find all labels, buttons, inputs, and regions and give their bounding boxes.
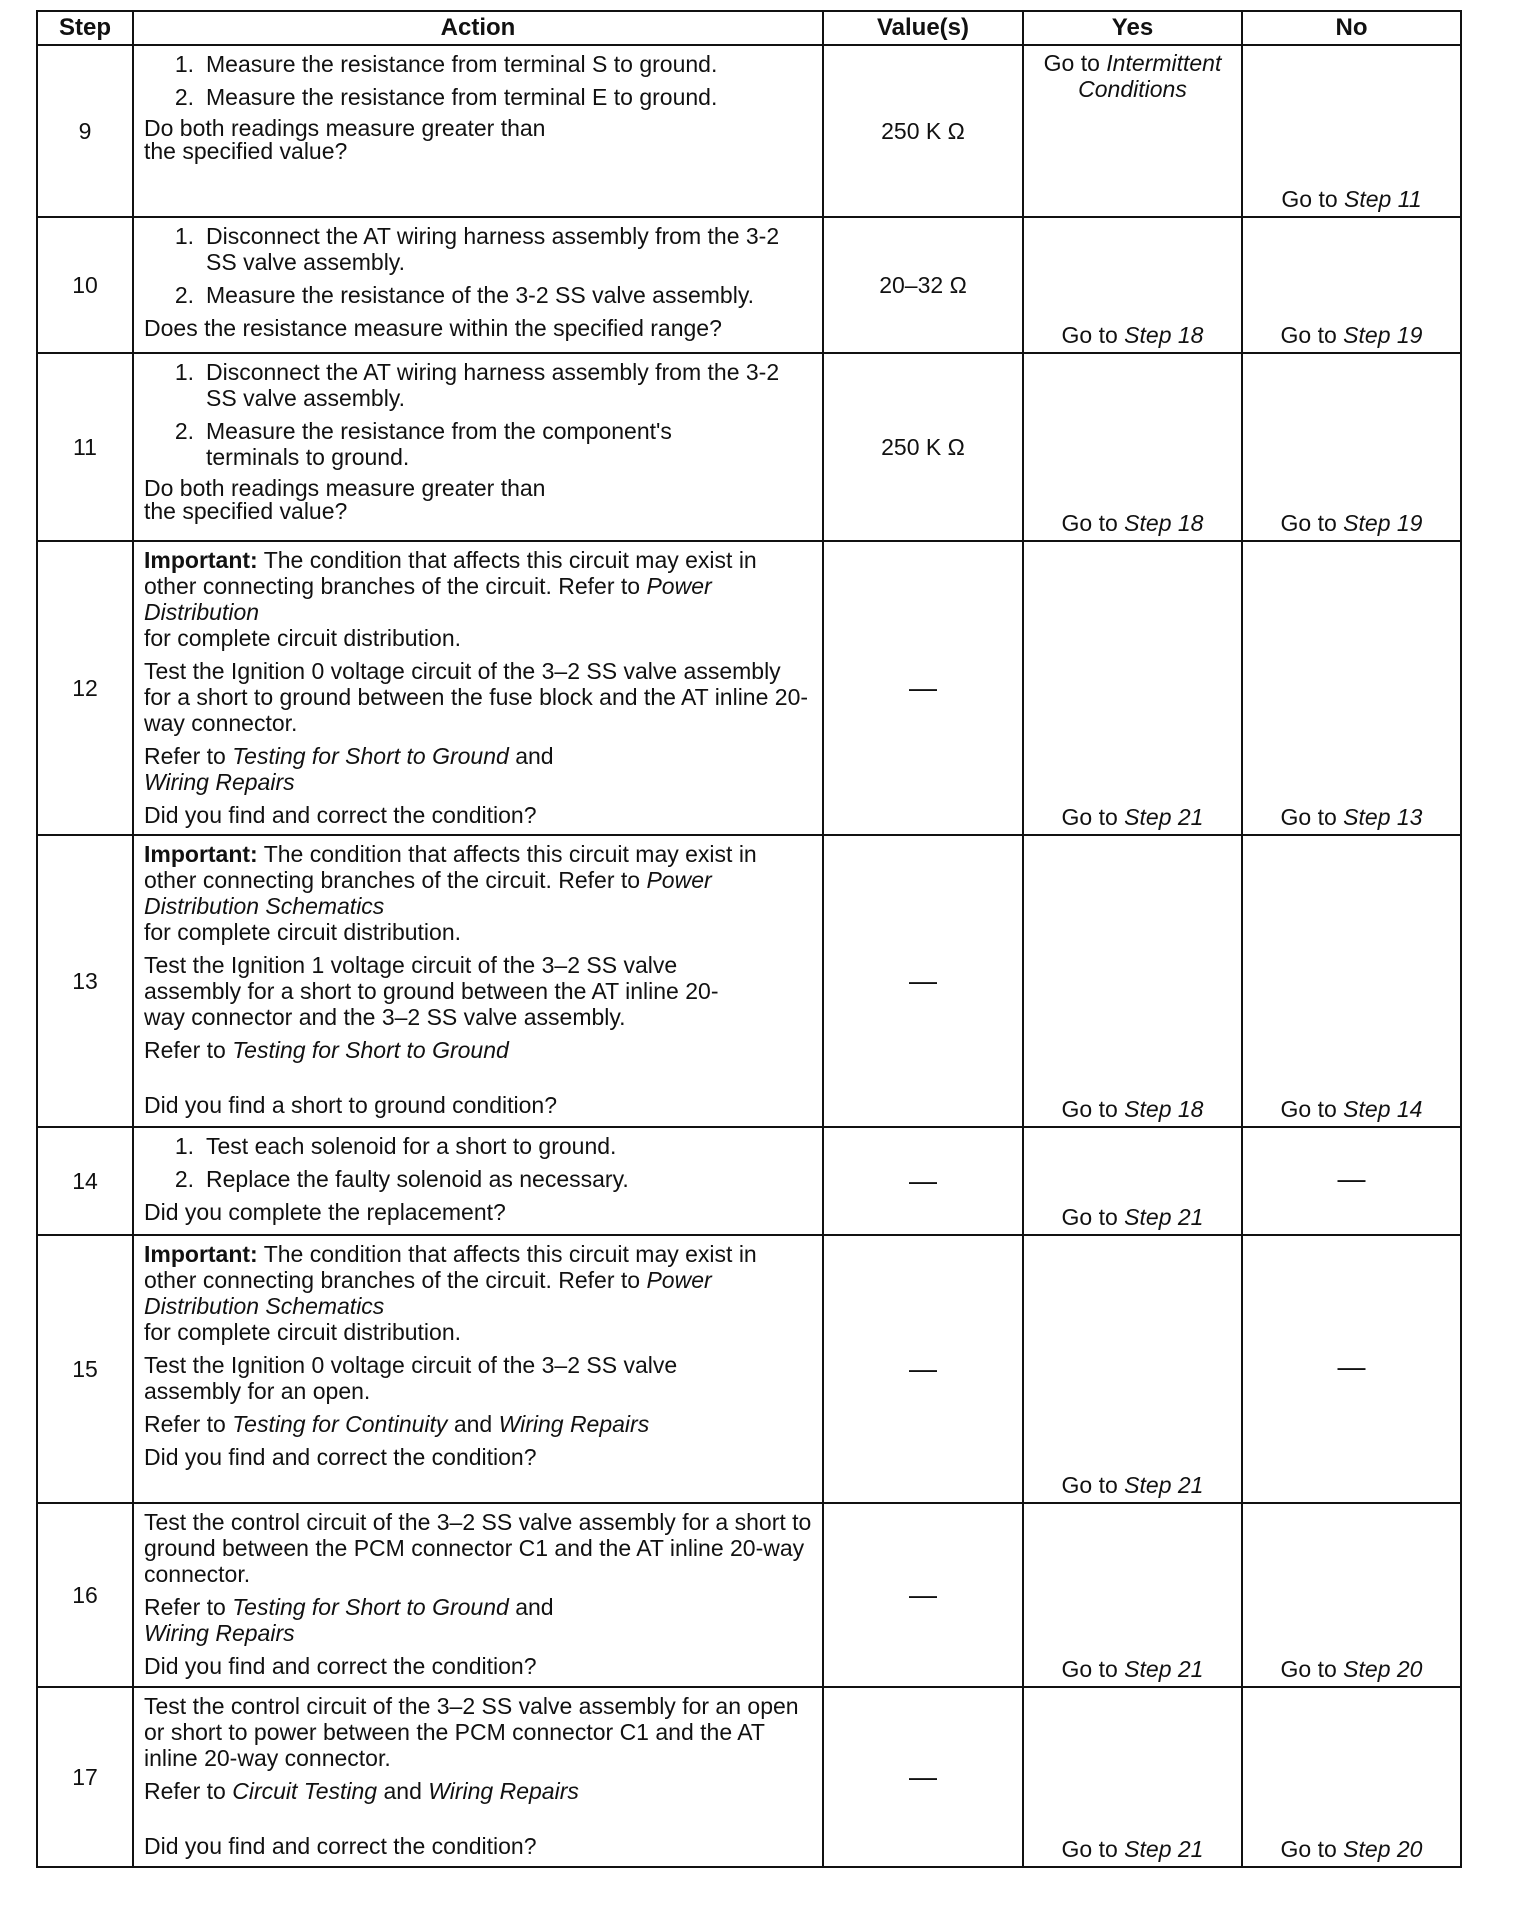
no-cell bbox=[1242, 541, 1461, 835]
yes-reference: Step 18 bbox=[1124, 1096, 1204, 1122]
refer-prefix: Refer to bbox=[144, 1037, 226, 1063]
action-cell bbox=[133, 835, 823, 1127]
refer-and: and bbox=[383, 1778, 422, 1804]
important-text: The condition that affects this circuit may exist in other connecting branches of the circuit. Refer to bbox=[144, 1241, 757, 1293]
table-row bbox=[37, 1235, 1461, 1503]
yes-cell bbox=[1023, 1127, 1242, 1235]
action-cell bbox=[133, 1235, 823, 1503]
table-row bbox=[37, 541, 1461, 835]
important-tail: for complete circuit distribution. bbox=[144, 1319, 462, 1345]
list-item: 2. Measure the resistance from terminal E to ground. bbox=[174, 84, 718, 110]
refer-and: and bbox=[453, 1411, 493, 1437]
yes-prefix: Go to bbox=[1043, 50, 1100, 76]
value-cell: — bbox=[823, 835, 1023, 1127]
table-row bbox=[37, 1127, 1461, 1235]
list-item-text: Disconnect the AT wiring harness assembly from the 3-2 SS valve assembly. bbox=[206, 359, 780, 411]
value-cell: — bbox=[823, 541, 1023, 835]
no-reference: Step 14 bbox=[1343, 1096, 1423, 1122]
yes-cell bbox=[1023, 1235, 1242, 1503]
yes-cell bbox=[1023, 835, 1242, 1127]
no-cell bbox=[1242, 1503, 1461, 1687]
list-item: 1. Disconnect the AT wiring harness assembly from the 3-2 SS valve assembly. bbox=[144, 359, 812, 411]
action-list bbox=[144, 359, 812, 470]
step-number: 11 bbox=[37, 353, 133, 541]
no-prefix: Go to bbox=[1281, 186, 1338, 212]
action-cell bbox=[133, 217, 823, 353]
list-item-text: Measure the resistance of the 3-2 SS valve assembly. bbox=[206, 282, 755, 308]
question-text: Does the resistance measure within the specified range? bbox=[144, 315, 722, 341]
important-text: The condition that affects this circuit may exist in other connecting branches of the circuit. Refer to bbox=[144, 841, 757, 893]
step-number: 14 bbox=[37, 1127, 133, 1235]
no-cell bbox=[1242, 835, 1461, 1127]
table-row bbox=[37, 45, 1461, 217]
yes-prefix: Go to bbox=[1061, 1204, 1118, 1230]
important-tail: for complete circuit distribution. bbox=[144, 625, 462, 651]
refer-prefix: Refer to bbox=[144, 1778, 226, 1804]
no-prefix: Go to bbox=[1280, 1096, 1337, 1122]
table-row bbox=[37, 835, 1461, 1127]
value-cell: 250 K Ω bbox=[823, 353, 1023, 541]
list-item: 1. Measure the resistance from terminal S to ground. bbox=[174, 51, 718, 77]
value-cell: 20–32 Ω bbox=[823, 217, 1023, 353]
yes-reference: Step 18 bbox=[1124, 322, 1204, 348]
no-cell bbox=[1242, 1687, 1461, 1867]
action-cell bbox=[133, 1127, 823, 1235]
action-cell bbox=[133, 45, 823, 217]
important-note bbox=[144, 547, 812, 651]
yes-cell bbox=[1023, 45, 1242, 217]
yes-cell bbox=[1023, 541, 1242, 835]
yes-prefix: Go to bbox=[1061, 322, 1118, 348]
action-list bbox=[144, 51, 812, 110]
important-reference: Power Distribution Schematics bbox=[144, 867, 712, 919]
no-reference: Step 20 bbox=[1343, 1836, 1423, 1862]
no-reference: Step 19 bbox=[1343, 510, 1423, 536]
step-number: 16 bbox=[37, 1503, 133, 1687]
refer-link-b: Wiring Repairs bbox=[498, 1411, 650, 1437]
no-cell bbox=[1242, 217, 1461, 353]
no-cell: — bbox=[1242, 1235, 1461, 1503]
important-note bbox=[144, 1241, 812, 1345]
yes-cell bbox=[1023, 1687, 1242, 1867]
table-row bbox=[37, 353, 1461, 541]
no-cell bbox=[1242, 353, 1461, 541]
test-instruction: Test the control circuit of the 3–2 SS valve assembly for an open or short to power between the PCM connector C1 and the AT inline 20-way connector. bbox=[144, 1693, 799, 1771]
refer-prefix: Refer to bbox=[144, 1411, 226, 1437]
question-text: Did you find and correct the condition? bbox=[144, 1653, 537, 1679]
refer-link-a: Circuit Testing bbox=[232, 1778, 378, 1804]
refer-text bbox=[144, 1594, 812, 1646]
test-instruction: Test the Ignition 0 voltage circuit of the 3–2 SS valve assembly for an open. bbox=[144, 1352, 678, 1404]
value-cell: 250 K Ω bbox=[823, 45, 1023, 217]
list-item-text: Replace the faulty solenoid as necessary. bbox=[206, 1166, 629, 1192]
important-label: Important: bbox=[144, 1241, 258, 1267]
yes-prefix: Go to bbox=[1061, 1656, 1118, 1682]
refer-link-a: Testing for Continuity bbox=[232, 1411, 448, 1437]
header-row bbox=[37, 11, 1461, 45]
header-action: Action bbox=[133, 11, 823, 45]
yes-prefix: Go to bbox=[1061, 510, 1118, 536]
refer-link-a: Testing for Short to Ground bbox=[232, 1037, 509, 1063]
important-label: Important: bbox=[144, 841, 258, 867]
refer-link-b: Wiring Repairs bbox=[144, 1620, 295, 1646]
list-item: 1. Disconnect the AT wiring harness assembly from the 3-2 SS valve assembly. bbox=[144, 223, 812, 275]
yes-prefix: Go to bbox=[1061, 1472, 1118, 1498]
no-cell: — bbox=[1242, 1127, 1461, 1235]
header-values: Value(s) bbox=[823, 11, 1023, 45]
header-step: Step bbox=[37, 11, 133, 45]
step-number: 9 bbox=[37, 45, 133, 217]
action-cell bbox=[133, 1687, 823, 1867]
list-item-text: Disconnect the AT wiring harness assembly from the 3-2 SS valve assembly. bbox=[206, 223, 780, 275]
action-cell bbox=[133, 541, 823, 835]
refer-link-a: Testing for Short to Ground bbox=[232, 1594, 509, 1620]
list-item: 2. Measure the resistance from the component's terminals to ground. bbox=[144, 418, 812, 470]
no-prefix: Go to bbox=[1280, 1656, 1337, 1682]
step-number: 15 bbox=[37, 1235, 133, 1503]
list-item-text: Measure the resistance from terminal E to ground. bbox=[206, 84, 718, 110]
diagnostic-table-page bbox=[36, 10, 1460, 1868]
header-no: No bbox=[1242, 11, 1461, 45]
action-list bbox=[144, 223, 812, 308]
value-cell: — bbox=[823, 1687, 1023, 1867]
no-reference: Step 19 bbox=[1343, 322, 1423, 348]
refer-link-b: Wiring Repairs bbox=[428, 1778, 579, 1804]
no-reference: Step 11 bbox=[1344, 186, 1422, 212]
important-note bbox=[144, 841, 812, 945]
list-item: 2. Measure the resistance of the 3-2 SS valve assembly. bbox=[174, 282, 755, 308]
refer-text bbox=[144, 743, 812, 795]
yes-reference: Step 21 bbox=[1124, 804, 1204, 830]
question-text: Did you find and correct the condition? bbox=[144, 1444, 537, 1470]
yes-reference: Intermittent Conditions bbox=[1078, 50, 1222, 102]
yes-cell bbox=[1023, 1503, 1242, 1687]
list-item-text: Measure the resistance from the component's terminals to ground. bbox=[206, 418, 672, 470]
important-reference: Power Distribution bbox=[144, 573, 712, 625]
table-row bbox=[37, 1503, 1461, 1687]
list-item: 2. Replace the faulty solenoid as necessary. bbox=[174, 1166, 629, 1192]
refer-text bbox=[144, 1778, 812, 1804]
value-cell: — bbox=[823, 1127, 1023, 1235]
question-text: Do both readings measure greater than the specified value? bbox=[144, 115, 546, 164]
refer-and: and bbox=[515, 743, 554, 769]
refer-link-a: Testing for Short to Ground bbox=[232, 743, 509, 769]
important-tail: for complete circuit distribution. bbox=[144, 919, 462, 945]
important-label: Important: bbox=[144, 547, 258, 573]
refer-text bbox=[144, 1411, 812, 1437]
yes-reference: Step 21 bbox=[1124, 1836, 1204, 1862]
important-text: The condition that affects this circuit may exist in other connecting branches of the circuit. Refer to bbox=[144, 547, 757, 599]
table-row bbox=[37, 1687, 1461, 1867]
question-text: Did you find and correct the condition? bbox=[144, 1833, 537, 1859]
list-item-text: Measure the resistance from terminal S to ground. bbox=[206, 51, 718, 77]
no-cell bbox=[1242, 45, 1461, 217]
list-item: 1. Test each solenoid for a short to ground. bbox=[174, 1133, 617, 1159]
yes-prefix: Go to bbox=[1061, 1096, 1118, 1122]
no-prefix: Go to bbox=[1280, 804, 1337, 830]
yes-cell bbox=[1023, 353, 1242, 541]
yes-cell bbox=[1023, 217, 1242, 353]
question-text: Do both readings measure greater than the specified value? bbox=[144, 475, 546, 524]
step-number: 17 bbox=[37, 1687, 133, 1867]
refer-text bbox=[144, 1037, 812, 1063]
value-cell: — bbox=[823, 1503, 1023, 1687]
no-prefix: Go to bbox=[1280, 322, 1337, 348]
test-instruction: Test the control circuit of the 3–2 SS valve assembly for a short to ground between the PCM connector C1 and the AT inline 20-way connector. bbox=[144, 1509, 812, 1587]
table-row bbox=[37, 217, 1461, 353]
step-number: 12 bbox=[37, 541, 133, 835]
header-yes: Yes bbox=[1023, 11, 1242, 45]
step-number: 10 bbox=[37, 217, 133, 353]
important-reference: Power Distribution Schematics bbox=[144, 1267, 712, 1319]
yes-reference: Step 21 bbox=[1124, 1656, 1204, 1682]
action-cell bbox=[133, 1503, 823, 1687]
yes-reference: Step 18 bbox=[1124, 510, 1204, 536]
question-text: Did you find and correct the condition? bbox=[144, 802, 537, 828]
no-reference: Step 13 bbox=[1343, 804, 1423, 830]
no-prefix: Go to bbox=[1280, 1836, 1337, 1862]
refer-link-b: Wiring Repairs bbox=[144, 769, 295, 795]
list-item-text: Test each solenoid for a short to ground. bbox=[206, 1133, 617, 1159]
refer-prefix: Refer to bbox=[144, 743, 226, 769]
yes-prefix: Go to bbox=[1061, 804, 1118, 830]
action-list bbox=[144, 1133, 812, 1192]
action-cell bbox=[133, 353, 823, 541]
refer-prefix: Refer to bbox=[144, 1594, 226, 1620]
step-number: 13 bbox=[37, 835, 133, 1127]
no-reference: Step 20 bbox=[1343, 1656, 1423, 1682]
test-instruction: Test the Ignition 1 voltage circuit of the 3–2 SS valve assembly for a short to ground between the AT inline 20-way connector and the 3–2 SS valve assembly. bbox=[144, 952, 719, 1030]
yes-reference: Step 21 bbox=[1124, 1472, 1204, 1498]
yes-reference: Step 21 bbox=[1124, 1204, 1204, 1230]
refer-and: and bbox=[515, 1594, 554, 1620]
diagnostic-table bbox=[36, 10, 1462, 1868]
question-text: Did you find a short to ground condition? bbox=[144, 1092, 557, 1118]
no-prefix: Go to bbox=[1280, 510, 1337, 536]
yes-prefix: Go to bbox=[1061, 1836, 1118, 1862]
value-cell: — bbox=[823, 1235, 1023, 1503]
test-instruction: Test the Ignition 0 voltage circuit of the 3–2 SS valve assembly for a short to ground between the fuse block and the AT inline 20-way connector. bbox=[144, 658, 809, 736]
question-text: Did you complete the replacement? bbox=[144, 1199, 506, 1225]
